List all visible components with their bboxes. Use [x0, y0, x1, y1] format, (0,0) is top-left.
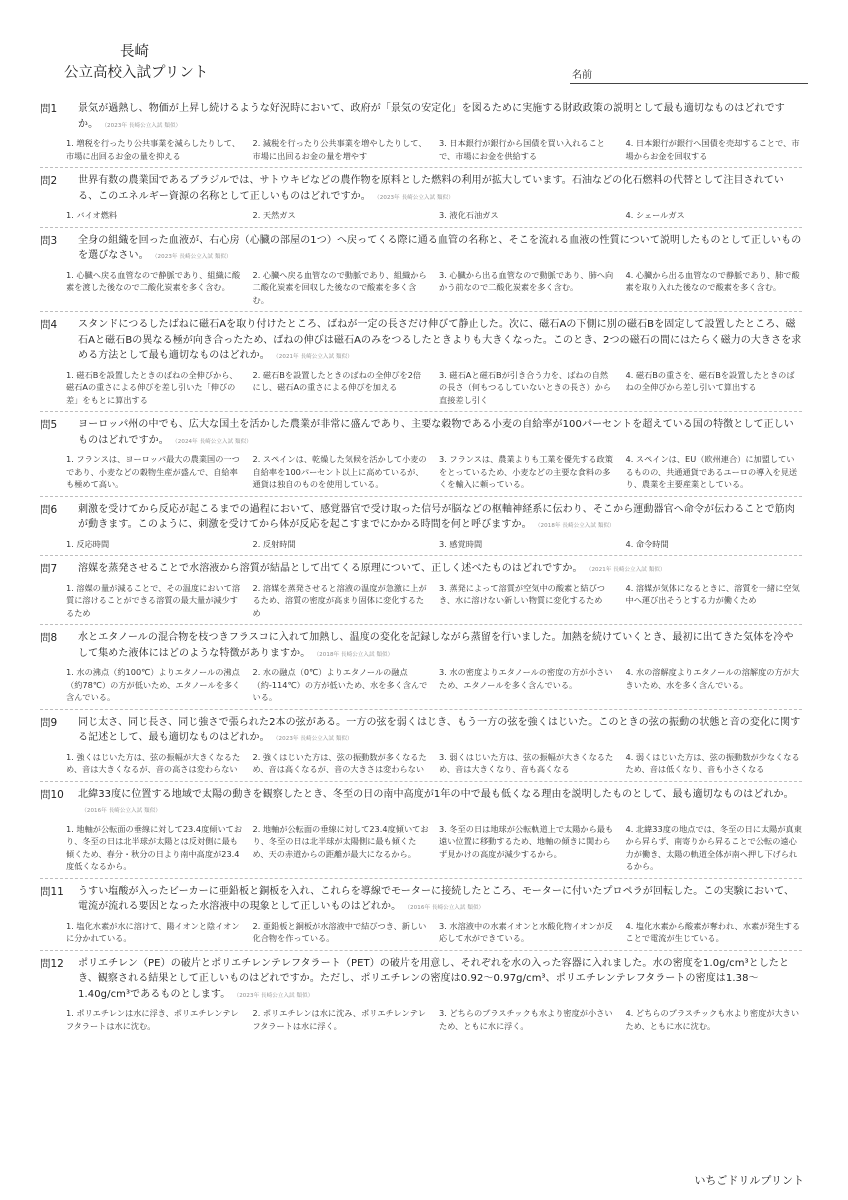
question-text: うすい塩酸が入ったビーカーに亜鉛板と銅板を入れ、これらを導線でモーターに接続したところ、モーターに付いたプロペラが回転した。この実験において、電流が流れる要因となった水溶液中の現象として正しいものはどれか。	[78, 885, 795, 912]
answer-option-1[interactable]: 1. 溶媒の量が減ることで、その温度において溶質に溶けることができる溶質の最大量が減少するため	[66, 582, 241, 618]
answer-option-1[interactable]: 1. 増税を行ったり公共事業を減らしたりして、市場に出回るお金の量を抑える	[66, 138, 241, 161]
question-header	[40, 561, 802, 579]
question-list	[40, 96, 802, 1037]
question-block	[40, 497, 802, 557]
answer-option-1[interactable]: 1. ポリエチレンは水に浮き、ポリエチレンテレフタラートは水に沈む。	[66, 1008, 239, 1031]
question-block	[40, 625, 802, 710]
answer-option-4[interactable]: 4. 溶媒が気体になるときに、溶質を一緒に空気中へ運び出そうとする力が働くため	[625, 582, 800, 605]
answer-option-3[interactable]: 3. 心臓から出る血管なので動脈であり、肺へ向かう前なので二酸化炭素を多く含む。	[439, 269, 614, 292]
question-text: ポリエチレン（PE）の破片とポリエチレンテレフタラート（PET）の破片を用意し、それぞれを水の入った容器に入れました。水の密度を1.0g/cm³としたとき、観察される結果として正しいものはどれですか。ただし、ポリエチレンの密度は0.92〜0.97g/cm³、ポリエチレンテレフタラートの密度は1.38〜1.40g/cm³であるものとします。	[78, 957, 790, 1000]
answer-option-2[interactable]: 2. 磁石Bを設置したときのばねの全伸びを2倍にし、磁石Aの重さによる伸びを加える	[252, 369, 422, 392]
answer-option-1[interactable]: 1. 強くはじいた方は、弦の振幅が大きくなるため、音は大きくなるが、音の高さは変わらない	[66, 751, 241, 774]
question-header	[40, 884, 802, 917]
question-header	[40, 173, 802, 206]
question-source: （2021年 長崎公立入試 類似）	[588, 567, 666, 573]
question-block	[40, 168, 802, 228]
question-text-wrapper	[78, 101, 802, 134]
question-text: 水とエタノールの混合物を枝つきフラスコに入れて加熱し、温度の変化を記録しながら蒸留を行いました。加熱を続けていくとき、最初に出てきた気体を冷やして集めた液体にはどのような特徴がありますか。	[78, 632, 794, 659]
question-number: 問1	[40, 103, 58, 115]
answer-option-2[interactable]: 2. 亜鉛板と銅板が水溶液中で結びつき、新しい化合物を作っている。	[252, 920, 427, 943]
question-header	[40, 715, 802, 748]
question-number: 問4	[40, 319, 58, 331]
print-title: 公立高校入試プリント	[64, 65, 209, 81]
print-header	[0, 0, 848, 92]
question-source: （2021年 長崎公立入試 類似）	[275, 354, 353, 360]
question-header	[40, 317, 802, 366]
question-text-wrapper	[78, 502, 802, 535]
question-number: 問9	[40, 716, 58, 729]
answer-option-3[interactable]: 3. 蒸発によって溶質が空気中の酸素と結びつき、水に溶けない新しい物質に変化するため	[439, 582, 605, 605]
answer-options	[66, 269, 802, 307]
question-source: （2023年 長崎公立入試 類似）	[104, 122, 182, 129]
answer-option-3[interactable]: 3. 冬至の日は地球が公転軌道上で太陽から最も遠い位置に移動するため、地軸の傾きに関わらず見かけの高度が減少するから。	[439, 823, 614, 859]
question-text: 世界有数の農業国であるブラジルでは、サトウキビなどの農作物を原料とした燃料の利用が拡大しています。石油などの化石燃料の代替として注目されている、このエネルギー資源の名称として正しいものはどれですか。	[78, 175, 784, 202]
question-text-wrapper	[78, 630, 802, 663]
answer-option-4[interactable]: 4. どちらのプラスチックも水より密度が大きいため、ともに水に沈む。	[625, 1008, 800, 1031]
question-block	[40, 556, 802, 625]
question-block	[40, 312, 802, 412]
answer-option-4[interactable]: 4. シェールガス	[625, 210, 685, 220]
answer-options	[66, 582, 802, 620]
question-text-wrapper	[78, 561, 802, 579]
question-source: （2018年 長崎公立入試 類似）	[537, 523, 615, 529]
answer-option-2[interactable]: 2. 減税を行ったり公共事業を増やしたりして、市場に出回るお金の量を増やす	[252, 138, 427, 161]
question-block	[40, 96, 802, 168]
answer-option-3[interactable]: 3. 日本銀行が銀行から国債を買い入れることで、市場にお金を供給する	[439, 138, 605, 161]
answer-option-3[interactable]: 3. フランスは、農業よりも工業を優先する政策をとっているため、小麦などの主要な食料の多くを輸入に頼っている。	[439, 454, 613, 489]
answer-option-3[interactable]: 3. 感覚時間	[439, 538, 483, 549]
question-number: 問10	[40, 788, 64, 801]
question-text-wrapper	[78, 417, 802, 450]
question-source: （2016年 長崎公立入試 類似）	[84, 808, 161, 814]
question-source: （2018年 長崎公立入試 類似）	[316, 651, 394, 658]
answer-option-2[interactable]: 2. 天然ガス	[252, 210, 296, 220]
answer-options	[66, 137, 802, 162]
question-number: 問3	[40, 234, 58, 247]
answer-option-4[interactable]: 4. 日本銀行が銀行へ国債を売却することで、市場からお金を回収する	[625, 138, 800, 161]
question-header	[40, 233, 802, 266]
question-number: 問5	[40, 419, 58, 431]
answer-option-2[interactable]: 2. 心臓へ戻る血管なので動脈であり、組織から二酸化炭素を回収した後なので酸素を多く含む。	[252, 269, 427, 305]
answer-options	[66, 209, 802, 222]
prefecture-label: 長崎	[120, 44, 149, 60]
question-text-wrapper	[78, 956, 802, 1005]
answer-option-2[interactable]: 2. 溶媒を蒸発させると溶液の温度が急激に上がるため、溶質の密度が高まり固体に変化するため	[252, 582, 427, 618]
question-number: 問11	[40, 885, 64, 898]
answer-option-4[interactable]: 4. 北緯33度の地点では、冬至の日に太陽が真東から昇らず、南寄りから昇ることで公転の遠心力が働き、太陽の軌道全体が南へ押し下げられるから。	[625, 823, 802, 871]
question-text-wrapper	[78, 715, 802, 748]
answer-option-4[interactable]: 4. スペインは、EU（欧州連合）に加盟しているものの、共通通貨であるユーロの導入を見送り、農業を主要産業としている。	[625, 454, 798, 489]
answer-option-1[interactable]: 1. 磁石Bを設置したときのばねの全伸びから、磁石Aの重さによる伸びを差し引いた「伸びの差」をもとに算出する	[66, 369, 238, 405]
answer-option-1[interactable]: 1. バイオ燃料	[66, 210, 118, 220]
question-text: 景気が過熱し、物価が上昇し続けるような好況時において、政府が「景気の安定化」を図るために実施する財政政策の説明として最も適切なものはどれですか。	[78, 103, 785, 130]
question-number: 問12	[40, 957, 64, 970]
answer-option-4[interactable]: 4. 弱くはじいた方は、弦の振動数が少なくなるため、音は低くなり、音も小さくなる	[625, 751, 800, 774]
answer-option-2[interactable]: 2. ポリエチレンは水に沈み、ポリエチレンテレフタラートは水に浮く。	[252, 1008, 426, 1031]
answer-option-4[interactable]: 4. 水の溶解度よりエタノールの溶解度の方が大きいため、水を多く含んでいる。	[625, 667, 800, 690]
answer-option-4[interactable]: 4. 命令時間	[625, 538, 669, 549]
answer-options	[66, 751, 802, 776]
answer-option-1[interactable]: 1. 塩化水素が水に溶けて、陽イオンと陰イオンに分かれている。	[66, 920, 240, 943]
answer-options	[66, 920, 802, 945]
question-text-wrapper	[78, 233, 802, 266]
question-header	[40, 630, 802, 663]
question-header	[40, 101, 802, 134]
question-block	[40, 782, 802, 879]
answer-options	[66, 823, 802, 873]
question-text: 溶媒を蒸発させることで水溶液から溶質が結晶として出てくる原理について、正しく述べたものはどれですか。	[78, 563, 583, 574]
answer-option-3[interactable]: 3. 弱くはじいた方は、弦の振幅が大きくなるため、音は大きくなり、音も高くなる	[439, 751, 614, 774]
question-text-wrapper	[78, 173, 802, 206]
question-block	[40, 412, 802, 497]
question-source: （2016年 長崎公立入試 類似）	[407, 905, 485, 911]
answer-option-4[interactable]: 4. 心臓から出る血管なので静脈であり、肺で酸素を取り入れた後なので酸素を多く含む。	[625, 269, 800, 292]
question-block	[40, 879, 802, 951]
answer-option-1[interactable]: 1. 地軸が公転面の垂線に対して23.4度傾いており、冬至の日は北半球が太陽とは反対側に最も傾くため、春分・秋分の日より南中高度が23.4度低くなるから。	[66, 823, 243, 871]
question-number: 問8	[40, 632, 58, 644]
answer-options	[66, 369, 802, 407]
answer-option-2[interactable]: 2. スペインは、乾燥した気候を活かして小麦の自給率を100パーセント以上に高めているが、通貨は独自のものを使用している。	[252, 454, 427, 489]
question-block	[40, 710, 802, 782]
question-number: 問6	[40, 503, 58, 516]
question-source: （2023年 長崎公立入試 類似）	[236, 992, 314, 999]
question-header	[40, 787, 802, 820]
answer-option-2[interactable]: 2. 水の融点（0℃）よりエタノールの融点（約-114℃）の方が低いため、水を多く含んでいる。	[252, 667, 428, 702]
question-source: （2023年 長崎公立入試 類似）	[275, 736, 353, 742]
question-text: ヨーロッパ州の中でも、広大な国土を活かした農業が非常に盛んであり、主要な穀物である小麦の自給率が100パーセントを超えている国の特徴として正しいものはどれですか。	[78, 419, 794, 446]
question-block	[40, 951, 802, 1038]
question-text: 北緯33度に位置する地域で太陽の動きを観察したとき、冬至の日の南中高度が1年の中で最も低くなる理由を説明したものとして、最も適切なものはどれか。	[78, 788, 794, 800]
question-text: 刺激を受けてから反応が起こるまでの過程において、感覚器官で受け取った信号が脳などの枢軸神経系に伝わり、そこから運動器官へ命令が伝わることで筋肉が動きます。このように、刺激を受けてから体が反応を起こすまでにかかる時間を何と呼びますか。	[78, 503, 795, 530]
question-source: （2024年 長崎公立入試 類似）	[174, 438, 252, 445]
question-text: スタンドにつるしたばねに磁石Aを取り付けたところ、ばねが一定の長さだけ伸びて静止した。次に、磁石Aの下側に別の磁石Bを固定して設置したところ、磁石Aと磁石Bの異なる極が向き合ったため、ばねの伸びは磁石Aのみをつるしたときよりも大きくなった。このとき、2つの磁石の間にはたらく磁力の大きさを求める方法として最も適切なものはどれか。	[78, 319, 802, 361]
answer-option-4[interactable]: 4. 磁石Bの重さを、磁石Bを設置したときのばねの全伸びから差し引いて算出する	[625, 369, 795, 392]
answer-options	[66, 453, 802, 491]
answer-options	[66, 1007, 802, 1032]
publisher-footer: いちごドリルプリント	[694, 1174, 804, 1187]
answer-option-3[interactable]: 3. 磁石Aと磁石Bが引き合う力を、ばねの自然の長さ（何もつるしていないときの長さ）から直接差し引く	[439, 369, 611, 405]
answer-option-3[interactable]: 3. 水の密度よりエタノールの密度の方が小さいため、エタノールを多く含んでいる。	[439, 667, 613, 690]
question-source: （2023年 長崎公立入試 類似）	[154, 254, 232, 260]
name-label: 名前	[572, 70, 592, 81]
answer-option-1[interactable]: 1. 水の沸点（約100℃）よりエタノールの沸点（約78℃）の方が低いため、エタノールを多く含んでいる。	[66, 667, 241, 702]
answer-option-1[interactable]: 1. 反応時間	[66, 538, 110, 549]
answer-option-4[interactable]: 4. 塩化水素から酸素が奪われ、水素が発生することで電流が生じている。	[625, 920, 801, 943]
name-field[interactable]	[570, 66, 808, 84]
question-header	[40, 417, 802, 450]
answer-option-1[interactable]: 1. フランスは、ヨーロッパ最大の農業国の一つであり、小麦などの穀物生産が盛んで、自給率も極めて高い。	[66, 454, 240, 489]
question-text: 同じ太さ、同じ長さ、同じ強さで張られた2本の弦がある。一方の弦を弱くはじき、もう一方の弦を強くはじいた。このときの弦の振動の状態と音の変化に関する記述として、最も適切なものはどれか。	[78, 716, 801, 743]
question-text: 全身の組織を回った血液が、右心房（心臓の部屋の1つ）へ戻ってくる際に通る血管の名称と、そこを流れる血液の性質について説明したものとして正しいものを選びなさい。	[78, 234, 802, 261]
answer-option-1[interactable]: 1. 心臓へ戻る血管なので静脈であり、組織に酸素を渡した後なので二酸化炭素を多く含む。	[66, 269, 241, 292]
question-block	[40, 228, 802, 313]
question-text-wrapper	[78, 317, 802, 366]
answer-option-3[interactable]: 3. 液化石油ガス	[439, 210, 499, 220]
answer-option-2[interactable]: 2. 強くはじいた方は、弦の振動数が多くなるため、音は高くなるが、音の大きさは変わらない	[252, 751, 427, 774]
question-source: （2023年 長崎公立入試 類似）	[376, 194, 454, 201]
answer-options	[66, 666, 802, 704]
question-number: 問2	[40, 175, 58, 187]
answer-option-3[interactable]: 3. 水溶液中の水素イオンと水酸化物イオンが反応して水ができている。	[439, 920, 613, 943]
question-text-wrapper	[78, 884, 802, 917]
question-number: 問7	[40, 563, 58, 575]
question-text-wrapper	[78, 787, 802, 820]
answer-option-3[interactable]: 3. どちらのプラスチックも水より密度が小さいため、ともに水に浮く。	[439, 1008, 613, 1031]
answer-options	[66, 538, 802, 551]
answer-option-2[interactable]: 2. 反射時間	[252, 538, 296, 549]
question-header	[40, 956, 802, 1005]
question-header	[40, 502, 802, 535]
answer-option-2[interactable]: 2. 地軸が公転面の垂線に対して23.4度傾いており、冬至の日は北半球が太陽側に最も傾くため、天の赤道からの距離が最大になるから。	[252, 823, 429, 859]
